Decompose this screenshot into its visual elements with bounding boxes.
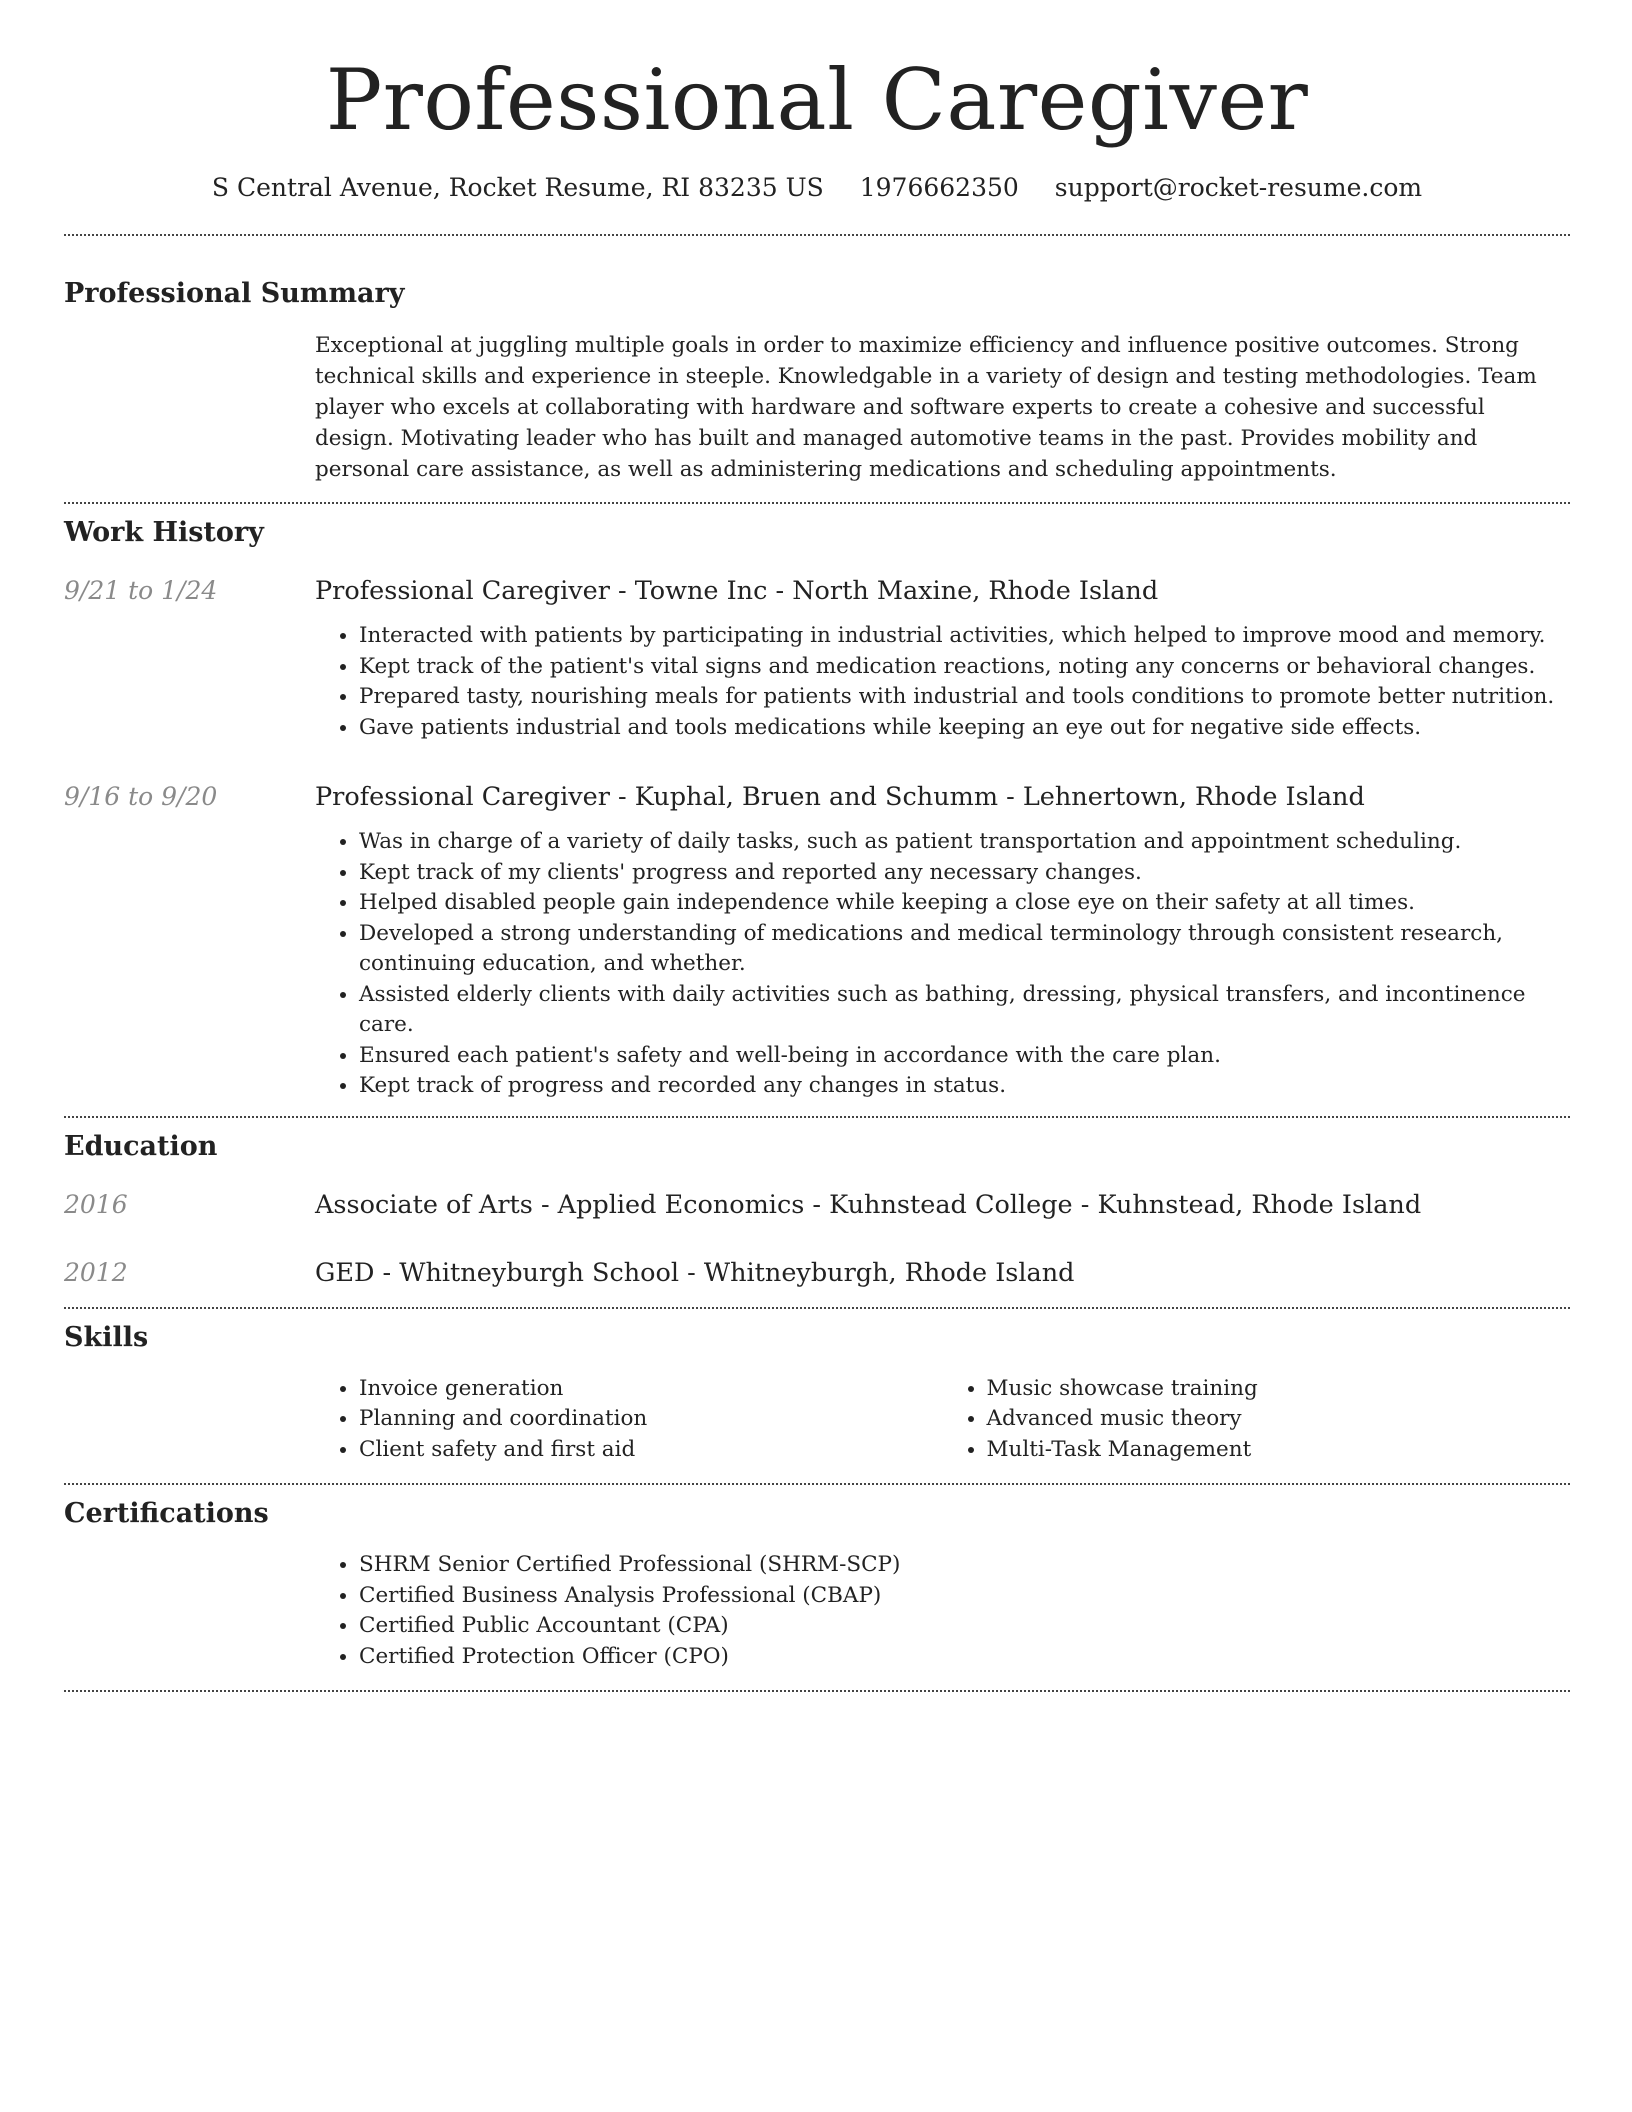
- job-heading: Professional Caregiver - Towne Inc - North Maxine, Rhode Island: [315, 576, 1159, 606]
- job-bullet: • Prepared tasty, nourishing meals for patients with industrial and tools conditions to promote better nutrition.: [359, 682, 1570, 713]
- skill-item: • Invoice generation: [359, 1374, 943, 1405]
- education-section-title: Education: [64, 1130, 218, 1162]
- contact-address: S Central Avenue, Rocket Resume, RI 83235 US: [211, 173, 824, 202]
- education-year: 2012: [64, 1257, 128, 1287]
- education-year: 2016: [64, 1189, 128, 1219]
- contact-phone: 1976662350: [859, 173, 1019, 202]
- contact-email: support@rocket-resume.com: [1054, 173, 1423, 202]
- certification-item: • Certified Business Analysis Professional (CBAP): [359, 1581, 1570, 1612]
- divider: [64, 1116, 1570, 1118]
- certification-item: • Certified Protection Officer (CPO): [359, 1642, 1570, 1673]
- job-bullet: • Assisted elderly clients with daily activities such as bathing, dressing, physical transfers, and incontinence care.: [359, 980, 1570, 1041]
- certifications-section-title: Certifications: [64, 1498, 269, 1529]
- job-bullet: • Kept track of progress and recorded any changes in status.: [359, 1071, 1570, 1102]
- job-entry: [64, 573, 1570, 743]
- job-bullets: [315, 621, 1570, 743]
- skill-item: • Client safety and first aid: [359, 1435, 943, 1466]
- education-heading: GED - Whitneyburgh School - Whitneyburgh, Rhode Island: [315, 1257, 1075, 1288]
- education-entry: [64, 1187, 1570, 1223]
- job-bullet: • Gave patients industrial and tools medications while keeping an eye out for negative side effects.: [359, 713, 1570, 744]
- certification-item: • SHRM Senior Certified Professional (SHRM-SCP): [359, 1550, 1570, 1581]
- work-section-title: Work History: [64, 517, 264, 548]
- job-bullet: • Was in charge of a variety of daily tasks, such as patient transportation and appointment scheduling.: [359, 827, 1570, 858]
- job-bullet: • Interacted with patients by participating in industrial activities, which helped to improve mood and memory.: [359, 621, 1570, 652]
- contact-line: [64, 170, 1570, 206]
- job-dates: 9/21 to 1/24: [64, 576, 218, 605]
- skills-section-title: Skills: [64, 1321, 149, 1353]
- summary-text: Exceptional at juggling multiple goals in order to maximize efficiency and influence positive outcomes. Strong technical skills and experience in steeple. Knowledgable in a variety of design and testing methodologies. Team player who excels at collaborating with hardware and software experts to create a cohesive and successful design. Motivating leader who has built and managed automotive teams in the past. Provides mobility and personal care assistance, as well as administering medications and scheduling appointments.: [315, 333, 1537, 482]
- skills-grid: [315, 1374, 1570, 1466]
- divider: [64, 1690, 1570, 1692]
- job-bullet: • Kept track of my clients' progress and reported any necessary changes.: [359, 858, 1570, 889]
- skill-item: • Multi-Task Management: [987, 1435, 1571, 1466]
- job-bullet: • Kept track of the patient's vital signs and medication reactions, noting any concerns or behavioral changes.: [359, 652, 1570, 683]
- certifications-block: [315, 1550, 1570, 1672]
- divider: [64, 234, 1570, 236]
- education-heading: Associate of Arts - Applied Economics - Kuhnstead College - Kuhnstead, Rhode Island: [315, 1189, 1422, 1220]
- job-bullet: • Developed a strong understanding of medications and medical terminology through consistent research, continuing education, and whether.: [359, 919, 1570, 980]
- skill-item: • Music showcase training: [987, 1374, 1571, 1405]
- divider: [64, 502, 1570, 504]
- job-bullets: [315, 827, 1570, 1102]
- job-heading: Professional Caregiver - Kuphal, Bruen and Schumm - Lehnertown, Rhode Island: [315, 782, 1365, 812]
- job-bullet: • Ensured each patient's safety and well-being in accordance with the care plan.: [359, 1041, 1570, 1072]
- skill-item: • Advanced music theory: [987, 1404, 1571, 1435]
- skills-list-right: [943, 1374, 1571, 1466]
- education-entry: [64, 1255, 1570, 1291]
- skills-list-left: [315, 1374, 943, 1466]
- summary-section-title: Professional Summary: [64, 278, 405, 309]
- certifications-list: [315, 1550, 1570, 1672]
- skill-item: • Planning and coordination: [359, 1404, 943, 1435]
- job-bullet: • Helped disabled people gain independence while keeping a close eye on their safety at all times.: [359, 888, 1570, 919]
- resume-name: Professional Caregiver: [325, 51, 1309, 149]
- divider: [64, 1307, 1570, 1309]
- divider: [64, 1483, 1570, 1485]
- resume-page: [64, 0, 1570, 1692]
- job-dates: 9/16 to 9/20: [64, 782, 218, 811]
- certification-item: • Certified Public Accountant (CPA): [359, 1611, 1570, 1642]
- job-entry: [64, 779, 1570, 1102]
